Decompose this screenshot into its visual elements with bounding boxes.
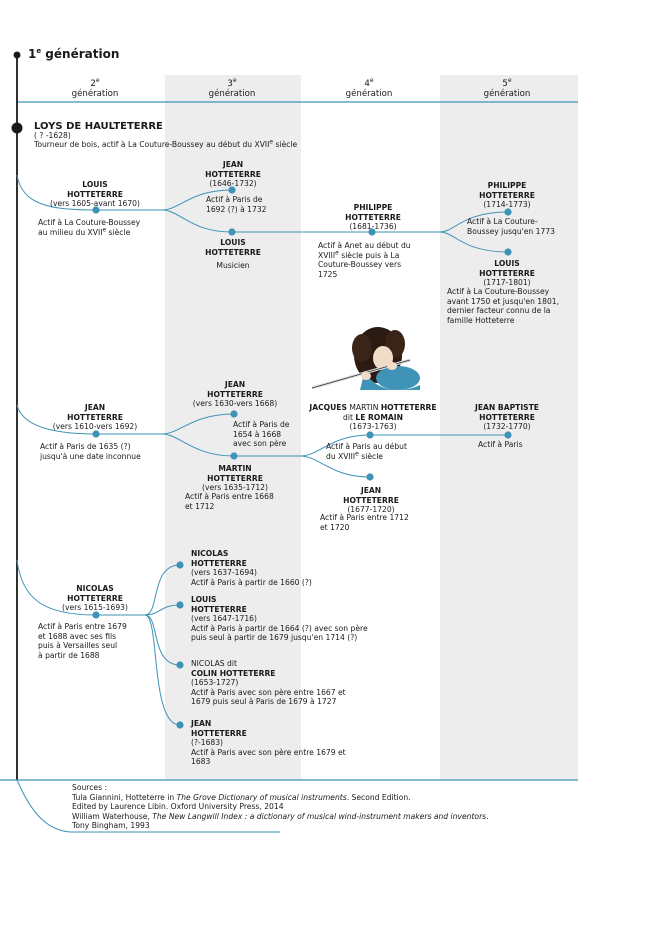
root-name: LOYS DE HAULTETERRE (34, 121, 163, 132)
person-nicolas-gen3-a: NICOLAS HOTTETERRE (vers 1637-1694) Actif à Paris à partir de 1660 (?) (191, 549, 312, 587)
person-martin-gen3-desc: Actif à Paris entre 1668 et 1712 (185, 492, 274, 511)
person-jean-gen2-desc: Actif à Paris de 1635 (?) jusqu'à une date inconnue (40, 442, 141, 461)
sources-block (72, 783, 489, 831)
sources-title: Sources : (72, 783, 108, 792)
person-louis-gen2: LOUIS HOTTETERRE (vers 1605-avant 1670) (50, 180, 140, 209)
person-louis-gen3: LOUIS HOTTETERRE Musicien (205, 238, 261, 271)
source-1: Tula Giannini, Hotteterre in The Grove Dictionary of musical instruments. Second Edition. (72, 792, 411, 802)
person-jean-baptiste-gen5: JEAN BAPTISTE HOTTETERRE (1732-1770) (475, 403, 539, 432)
person-jean-gen2: JEAN HOTTETERRE (vers 1610-vers 1692) (52, 403, 138, 432)
generation-header-3: 3e génération (208, 77, 256, 99)
person-jean-gen3-b-desc: Actif à Paris de 1654 à 1668 avec son père (233, 420, 290, 449)
person-nicolas-gen2: NICOLAS HOTTETERRE (vers 1615-1693) (62, 584, 128, 613)
person-philippe-gen5-desc: Actif à La Couture- Boussey jusqu'en 1773 (467, 217, 555, 236)
person-jean-gen4: JEAN HOTTETERRE (1677-1720) (343, 486, 399, 515)
root-desc: Tourneur de bois, actif à La Couture-Boussey au début du XVIIe siècle (34, 138, 298, 149)
person-louis-gen5: LOUIS HOTTETERRE (1717-1801) (479, 259, 535, 288)
generation-header-2: 2e génération (71, 77, 119, 99)
generation-header-5: 5e génération (483, 77, 531, 99)
person-jean-gen3-c: JEAN HOTTETERRE (?-1683) Actif à Paris avec son père entre 1679 et 1683 (191, 719, 346, 767)
person-jacques-martin-gen4-desc: Actif à Paris au début du XVIIIe siècle (326, 442, 407, 461)
first-generation-label: 1e génération (28, 47, 120, 61)
person-jean-gen4-desc: Actif à Paris entre 1712 et 1720 (320, 513, 409, 532)
flute-player-illustration (312, 327, 420, 390)
person-martin-gen3: MARTIN HOTTETERRE (vers 1635-1712) (202, 464, 268, 493)
person-nicolas-colin-gen3: NICOLAS dit COLIN HOTTETERRE (1653-1727) Actif à Paris avec son père entre 1667 et 1679 puis seul à Paris de 1679 à 1727 (191, 659, 346, 707)
root-dates: ( ? -1628) (34, 131, 71, 140)
person-jean-baptiste-gen5-desc: Actif à Paris (478, 440, 523, 449)
person-louis-gen2-desc: Actif à La Couture-Boussey au milieu du XVIIe siècle (38, 218, 141, 237)
person-louis-gen5-desc: Actif à La Couture-Boussey avant 1750 et jusqu'en 1801, dernier facteur connu de la famille Hotteterre (447, 287, 560, 325)
source-2-edition: Tony Bingham, 1993 (72, 821, 150, 831)
person-jacques-martin-gen4: JACQUES MARTIN HOTTETERRE dit LE ROMAIN (1673-1763) (309, 403, 437, 432)
person-jean-gen3-b: JEAN HOTTETERRE (vers 1630-vers 1668) (192, 380, 278, 409)
person-louis-gen3-b: LOUIS HOTTETERRE (vers 1647-1716) Actif à Paris à partir de 1664 (?) avec son père puis seul à partir de 1679 jusqu'en 1714 (?) (191, 595, 368, 643)
person-philippe-gen4-desc: Actif à Anet au début du XVIIIe siècle puis à La Couture-Boussey vers 1725 (318, 241, 411, 279)
person-nicolas-gen2-desc: Actif à Paris entre 1679 et 1688 avec ses fils puis à Versailles seul à partir de 1688 (38, 622, 127, 660)
source-1-edition: Edited by Laurence Libin. Oxford University Press, 2014 (72, 802, 284, 812)
person-jean-gen3-a-desc: Actif à Paris de 1692 (?) à 1732 (206, 195, 267, 214)
person-philippe-gen4: PHILIPPE HOTTETERRE (1681-1736) (345, 203, 401, 232)
source-2: William Waterhouse, The New Langwill Index : a dictionary of musical wind-instrument makers and inventors. (72, 811, 489, 821)
person-jean-gen3-a: JEAN HOTTETERRE (1646-1732) (205, 160, 261, 189)
person-philippe-gen5: PHILIPPE HOTTETERRE (1714-1773) (479, 181, 535, 210)
generation-header-4: 4e génération (345, 77, 393, 99)
